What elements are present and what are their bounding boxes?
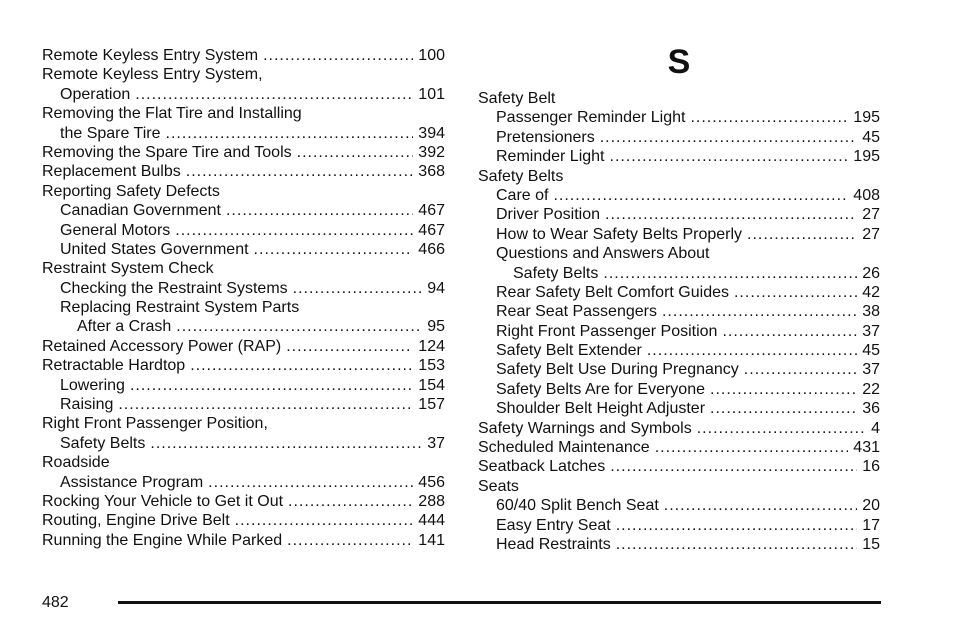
index-entry-text: Care of [496,186,549,204]
index-entry-page: 195 [853,109,880,127]
index-entry-text: Safety Belt Extender [496,342,642,360]
index-entry-text: Seatback Latches [478,458,606,476]
dot-leader [605,205,857,224]
index-entry [42,317,445,336]
index-entry-page: 288 [418,492,445,510]
index-entry [42,434,445,453]
dot-leader [130,376,413,395]
index-entry-text: Assistance Program [60,473,204,491]
index-entry-text: Scheduled Maintenance [478,439,650,457]
index-entry-text: Restraint System Check [42,260,214,278]
dot-leader [186,162,414,181]
index-entry-text: Remote Keyless Entry System [42,47,259,64]
dot-leader [710,399,857,418]
index-entry [42,221,445,240]
index-entry-text: Safety Belts [60,434,146,452]
index-entry-text: Roadside [42,454,110,472]
index-entry-page: 16 [862,458,880,476]
index-entry-page: 27 [862,206,880,224]
dot-leader [747,225,857,244]
index-entry-text: Reporting Safety Defects [42,182,220,200]
dot-leader [610,147,849,166]
index-entry-text: Pretensioners [496,128,595,146]
index-entry-page: 36 [862,400,880,418]
index-entry-text: Questions and Answers About [496,245,710,263]
index-entry [42,240,445,259]
index-entry [42,492,445,511]
index-entry-page: 100 [418,47,445,64]
index-entry [478,380,880,399]
index-entry-page: 45 [862,342,880,360]
dot-leader [662,302,857,321]
index-entry-page: 22 [862,380,880,398]
index-entry-text: Reminder Light [496,148,605,166]
index-entry-text: General Motors [60,221,171,239]
index-entry [42,473,445,492]
index-entry-text: Head Restraints [496,535,611,553]
dot-leader [690,108,848,127]
index-entry [478,341,880,360]
index-entry-page: 444 [418,512,445,530]
index-entry [42,453,445,472]
index-entry-text: After a Crash [77,318,172,336]
index-entry [42,395,445,414]
dot-leader [655,438,849,457]
index-entry-text: Canadian Government [60,202,221,220]
index-entry-text: Seats [478,477,519,495]
dot-leader [263,46,413,65]
dot-leader [190,356,413,375]
index-entry-text: Replacement Bulbs [42,163,181,181]
index-entry-text: Running the Engine While Parked [42,531,283,549]
index-entry-text: Safety Belts Are for Everyone [496,380,705,398]
index-entry [478,205,880,224]
index-entry-page: 157 [418,396,445,414]
dot-leader [600,128,857,147]
dot-leader [664,496,857,515]
index-entry-page: 408 [853,186,880,204]
dot-leader [288,492,413,511]
index-entry-text: Rocking Your Vehicle to Get it Out [42,492,284,510]
index-entry [42,337,445,356]
index-entry-text: Retractable Hardtop [42,357,186,375]
dot-leader [616,516,857,535]
index-entry-text: How to Wear Safety Belts Properly [496,225,743,243]
index-entry-page: 37 [427,434,445,452]
index-entry [478,360,880,379]
dot-leader [235,511,414,530]
index-entry [42,104,445,123]
dot-leader [647,341,857,360]
index-entry-text: Routing, Engine Drive Belt [42,512,230,530]
index-entry-text: Safety Belt Use During Pregnancy [496,361,739,379]
dot-leader [722,322,857,341]
dot-leader [553,186,848,205]
index-entry [42,259,445,278]
index-entry [478,108,880,127]
index-entry-text: Right Front Passenger Position [496,322,718,340]
dot-leader [603,264,857,283]
index-entry-page: 195 [853,148,880,166]
index-entry [478,516,880,535]
dot-leader [616,535,857,554]
index-entry-text: Safety Belts [513,264,599,282]
dot-leader [166,124,414,143]
section-letter: S [667,43,691,81]
index-entry-text: Right Front Passenger Position, [42,415,268,433]
index-entry-text: Retained Accessory Power (RAP) [42,337,282,355]
dot-leader [744,360,857,379]
index-entry [42,376,445,395]
index-entry-page: 15 [862,535,880,553]
dot-leader [710,380,857,399]
index-entry [478,496,880,515]
index-entry-page: 26 [862,264,880,282]
dot-leader [118,395,413,414]
index-entry-text: Lowering [60,376,125,394]
index-entry-page: 38 [862,303,880,321]
dot-leader [293,279,423,298]
index-entry [42,201,445,220]
index-entry-page: 17 [862,516,880,534]
index-entry [478,302,880,321]
index-entry [478,89,880,108]
index-entry-text: Safety Belts [478,167,564,185]
index-entry-page: 153 [418,357,445,375]
index-entry [478,399,880,418]
index-entry-text: Raising [60,396,114,414]
index-entry-page: 124 [418,337,445,355]
index-entry-text: Shoulder Belt Height Adjuster [496,400,706,418]
index-entry [478,128,880,147]
dot-leader [734,283,857,302]
dot-leader [226,201,413,220]
index-entry [478,283,880,302]
page-number: 482 [42,594,69,611]
index-entry [478,477,880,496]
index-entry-page: 467 [418,202,445,220]
index-entry-page: 37 [862,361,880,379]
index-entry-page: 42 [862,283,880,301]
index-entry [42,46,445,65]
dot-leader [286,337,413,356]
index-entry [478,244,880,263]
index-entry [478,419,880,438]
index-entry-text: 60/40 Split Bench Seat [496,497,659,515]
dot-leader [176,317,422,336]
index-entry [42,124,445,143]
index-entry-text: Removing the Spare Tire and Tools [42,143,292,161]
index-entry-page: 20 [862,497,880,515]
index-entry-page: 27 [862,225,880,243]
index-entry [42,162,445,181]
dot-leader [150,434,422,453]
dot-leader [287,531,413,550]
index-entry-text: Rear Seat Passengers [496,303,657,321]
dot-leader [297,143,414,162]
index-entry-text: Driver Position [496,206,601,224]
index-entry-page: 141 [418,531,445,549]
index-entry [42,356,445,375]
dot-leader [610,457,857,476]
index-entry-text: Replacing Restraint System Parts [60,299,300,317]
index-entry-page: 4 [871,419,880,437]
index-entry-page: 154 [418,376,445,394]
index-entry-page: 37 [862,322,880,340]
index-entry [42,143,445,162]
index-entry [42,65,445,84]
index-entry [478,438,880,457]
index-entry [478,225,880,244]
index-entry-page: 368 [418,163,445,181]
index-entry-page: 456 [418,473,445,491]
index-list-right [478,89,880,554]
index-entry-text: Removing the Flat Tire and Installing [42,105,302,123]
index-entry-text: the Spare Tire [60,124,161,142]
index-entry [42,414,445,433]
index-entry-page: 467 [418,221,445,239]
index-entry-text: United States Government [60,240,249,258]
index-column-left [42,46,445,550]
index-entry [478,264,880,283]
index-entry [478,322,880,341]
dot-leader [697,419,866,438]
index-entry-page: 394 [418,124,445,142]
dot-leader [254,240,414,259]
index-entry-text: Passenger Reminder Light [496,109,686,127]
index-entry [478,457,880,476]
dot-leader [175,221,413,240]
index-entry-page: 95 [427,318,445,336]
index-column-right [478,43,880,554]
index-entry-page: 431 [853,439,880,457]
index-entry-page: 101 [418,85,445,103]
index-entry-page: 45 [862,128,880,146]
dot-leader [208,473,413,492]
index-entry [478,147,880,166]
index-entry [478,535,880,554]
index-entry [42,511,445,530]
index-entry-text: Easy Entry Seat [496,516,611,534]
index-entry [478,167,880,186]
index-entry-page: 466 [418,240,445,258]
index-entry-page: 94 [427,279,445,297]
index-entry [42,279,445,298]
index-entry-page: 392 [418,143,445,161]
index-entry [478,186,880,205]
index-entry-text: Safety Belt [478,90,556,107]
index-entry [42,531,445,550]
index-entry-text: Rear Safety Belt Comfort Guides [496,283,729,301]
index-entry [42,85,445,104]
index-entry-text: Operation [60,85,131,103]
index-entry-text: Safety Warnings and Symbols [478,419,692,437]
footer-rule [118,601,881,604]
index-entry [42,182,445,201]
index-entry-text: Remote Keyless Entry System, [42,66,263,84]
index-entry-text: Checking the Restraint Systems [60,279,288,297]
dot-leader [135,85,413,104]
index-entry [42,298,445,317]
